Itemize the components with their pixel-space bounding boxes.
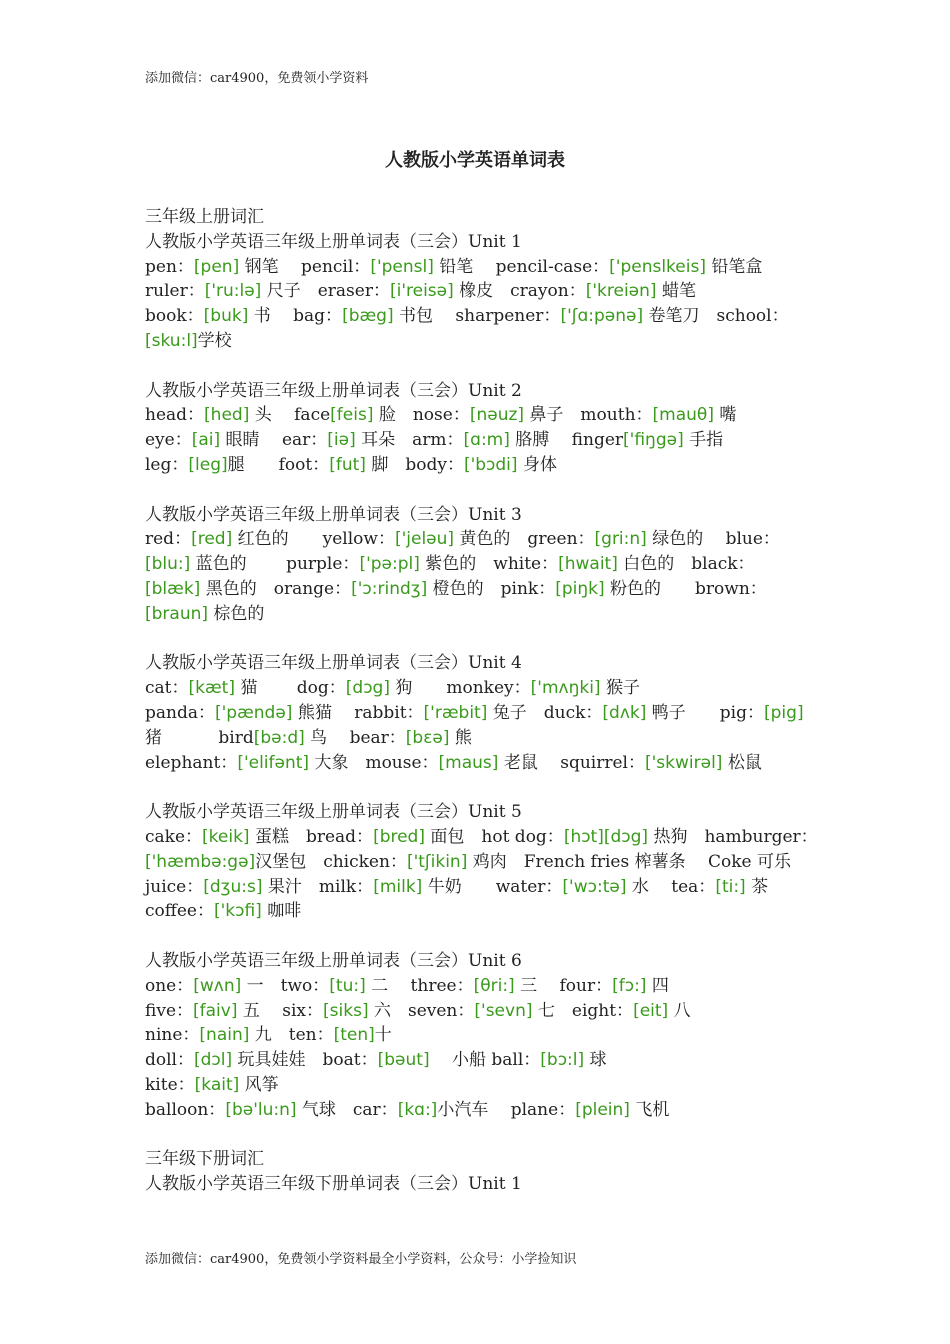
line-text: 橙色的 pink： [427,578,556,599]
line-text: cat： [145,678,189,699]
phonetic-text: [buk] [203,306,249,327]
phonetic-text: [keik] [202,826,250,847]
text-line [145,403,810,428]
line-text: 卷笔刀 school： [643,306,789,327]
text-line [145,577,810,602]
line-text: 橡皮 crayon： [453,281,586,302]
line-text: head： [145,405,205,426]
phonetic-text: [hwait] [558,554,618,575]
line-text: 鸟 bear： [304,727,406,748]
phonetic-text: [mauθ] [652,405,714,426]
line-text: 七 eight： [532,1000,634,1021]
text-line [145,428,810,453]
text-line [145,1023,810,1048]
line-text: 蛋糕 bread： [249,826,374,847]
phonetic-text: [bæg] [342,306,394,327]
line-text: 风筝 [239,1074,279,1095]
phonetic-text: [braun] [145,603,209,624]
phonetic-text: [nəuz] [469,405,525,426]
phonetic-text: ['mʌŋki] [530,678,601,699]
text-line [145,1172,810,1197]
vocabulary-list [145,205,818,1197]
phonetic-text: [fɔ:] [612,975,647,996]
line-text: 三年级下册词汇 [145,1149,264,1170]
line-text: 绿色的 blue： [646,529,780,550]
line-text: 书 bag： [248,306,343,327]
phonetic-text: [dʒu:s] [203,876,263,897]
text-line [145,1073,810,1098]
line-text: panda： [145,702,215,723]
phonetic-text: [hed] [204,405,250,426]
phonetic-text: ['jeləu] [394,529,455,550]
line-text: eye： [145,430,192,451]
line-text: 小汽车 plane： [437,1099,576,1120]
line-text: 紫色的 white： [419,554,559,575]
page-footer: 添加微信：car4900，免费领小学资料最全小学资料，公众号：小学捡知识 [145,1252,577,1267]
phonetic-text: [ten] [333,1025,375,1046]
blank-line [145,627,810,652]
line-text: 人教版小学英语三年级上册单词表（三会）Unit 5 [145,802,522,823]
line-text: 猫 dog： [234,678,346,699]
line-text: 人教版小学英语三年级上册单词表（三会）Unit 4 [145,653,522,674]
phonetic-text: [θri:] [473,975,515,996]
text-line [145,255,810,280]
phonetic-text: ['penslkeis] [609,256,706,277]
text-line [145,1098,810,1123]
line-text: one： [145,975,194,996]
line-text: 头 face [249,405,331,426]
phonetic-text: [eit] [633,1000,669,1021]
line-text: book： [145,306,204,327]
line-text: 身体 [517,454,557,475]
page-title: 人教版小学英语单词表 [385,150,565,171]
line-text: 腿 foot： [227,454,330,475]
text-line [145,1147,810,1172]
phonetic-text: [iə] [327,430,356,451]
text-line [145,899,810,924]
phonetic-text: [maus] [438,752,499,773]
phonetic-text: ['pensl] [370,256,434,277]
phonetic-text: ['ʃɑ:pənə] [560,306,644,327]
line-text: 红色的 yellow： [232,529,395,550]
text-line [145,726,810,751]
phonetic-text: [red] [191,529,233,550]
text-line [145,304,810,329]
phonetic-text: [feis] [330,405,374,426]
phonetic-text: [gri:n] [594,529,647,550]
line-text: 脚 body： [365,454,464,475]
line-text: 手指 [683,430,724,451]
text-line [145,974,810,999]
line-text: 果汁 milk： [262,876,374,897]
phonetic-text: [blu:] [145,554,191,575]
line-text: 玩具娃娃 boat： [232,1050,378,1071]
line-text: 一 two： [241,975,330,996]
line-text: red： [145,529,192,550]
line-text: nine： [145,1025,200,1046]
line-text: 棕色的 [208,603,265,624]
phonetic-text: [fut] [329,454,366,475]
phonetic-text: [piŋk] [555,578,605,599]
line-text: 气球 car： [296,1099,398,1120]
phonetic-text: ['pə:pl] [359,554,420,575]
line-text: 三年级上册词汇 [145,207,264,227]
line-text: 老鼠 squirrel： [498,752,645,773]
text-line [145,825,818,850]
phonetic-text: [kait] [194,1074,240,1095]
line-text: 松鼠 [722,752,762,773]
line-text: 牛奶 water： [422,876,563,897]
line-text: cake： [145,826,203,847]
line-text: 狗 monkey： [389,678,531,699]
text-line [145,329,810,354]
line-text: 球 [584,1050,607,1071]
line-text: doll： [145,1050,194,1071]
line-text: 铅笔 pencil-case： [433,256,610,277]
text-line [145,453,810,478]
phonetic-text: [bɔ:l] [540,1050,585,1071]
text-line [145,875,810,900]
text-line [145,503,810,528]
page-header: 添加微信：car4900，免费领小学资料 [145,71,369,86]
line-text: 五 six： [237,1000,324,1021]
line-text: 六 seven： [368,1000,475,1021]
phonetic-text: ['ru:lə] [204,281,262,302]
line-text: 黄色的 green： [454,529,595,550]
phonetic-text: [bə'lu:n] [225,1099,297,1120]
line-text: 热狗 hamburger： [648,826,818,847]
phonetic-text: [hɔt][dɔg] [563,826,649,847]
text-line [145,527,810,552]
phonetic-text: ['bɔdi] [463,454,518,475]
line-text: 三 four： [514,975,613,996]
line-text: 小船 ball： [429,1050,541,1071]
blank-line [145,924,810,949]
text-line [145,552,810,577]
line-text: leg： [145,454,189,475]
phonetic-text: [milk] [373,876,423,897]
phonetic-text: [bɛə] [405,727,450,748]
line-text: 胳膊 finger [509,430,624,451]
phonetic-text: ['skwirəl] [644,752,723,773]
phonetic-text: [dɔg] [345,678,390,699]
line-text: pen： [145,256,194,277]
line-text: 水 tea： [626,876,716,897]
line-text: 尺子 eraser： [261,281,390,302]
phonetic-text: ['ɔ:rindʒ] [351,578,428,599]
phonetic-text: ['elifənt] [237,752,310,773]
line-text: 茶 [745,876,769,897]
phonetic-text: [kɑ:] [397,1099,438,1120]
phonetic-text: [kæt] [188,678,235,699]
text-line [145,751,810,776]
phonetic-text: ['kreiən] [585,281,657,302]
line-text: 八 [668,1000,691,1021]
line-text: 书包 sharpener： [393,306,561,327]
text-line [145,701,810,726]
line-text: 钢笔 pencil： [239,256,371,277]
text-line [145,800,810,825]
line-text: juice： [145,876,204,897]
line-text: 黑色的 orange： [200,578,352,599]
line-text: 熊 [449,727,472,748]
line-text: 人教版小学英语三年级上册单词表（三会）Unit 2 [145,380,522,401]
text-line [145,1048,810,1073]
line-text: 咖啡 [261,901,302,922]
text-line [145,205,810,230]
line-text: 面包 hot dog： [424,826,564,847]
line-text: ruler： [145,281,205,302]
line-text: 白色的 black： [617,554,755,575]
phonetic-text: [bə:d] [253,727,305,748]
phonetic-text: [ai] [191,430,221,451]
phonetic-text: [i'reisə] [389,281,454,302]
line-text: coffee： [145,901,214,922]
line-text: 九 ten： [249,1025,334,1046]
line-text: kite： [145,1074,195,1095]
line-text: 飞机 [629,1099,670,1120]
line-text: 汉堡包 chicken： [255,851,407,872]
line-text: 熊猫 rabbit： [292,702,424,723]
phonetic-text: [wʌn] [193,975,242,996]
text-line [145,379,810,404]
line-text: 鸡肉 French fries 榨薯条 Coke 可乐 [467,851,792,872]
line-text: 人教版小学英语三年级上册单词表（三会）Unit 3 [145,504,522,525]
line-text: 脸 nose： [373,405,470,426]
phonetic-text: [dɔl] [194,1050,233,1071]
phonetic-text: [nain] [199,1025,250,1046]
phonetic-text: [ti:] [715,876,746,897]
phonetic-text: ['sevn] [474,1000,533,1021]
text-line [145,850,810,875]
line-text: 蜡笔 [656,281,696,302]
text-line [145,676,810,701]
line-text: balloon： [145,1099,226,1120]
phonetic-text: [tu:] [329,975,366,996]
phonetic-text: ['wɔ:tə] [562,876,627,897]
line-text: 兔子 duck： [487,702,603,723]
line-text: five： [145,1000,194,1021]
line-text: 蓝色的 purple： [190,554,360,575]
phonetic-text: ['pændə] [214,702,293,723]
blank-line [145,775,810,800]
line-text: 大象 mouse： [309,752,439,773]
phonetic-text: [faiv] [193,1000,238,1021]
line-text: elephant： [145,752,238,773]
phonetic-text: ['ræbit] [423,702,488,723]
line-text: 耳朵 arm： [355,430,464,451]
phonetic-text: [siks] [323,1000,369,1021]
line-text: 鼻子 mouth： [524,405,653,426]
text-line [145,602,810,627]
phonetic-text: ['kɔfi] [213,901,262,922]
phonetic-text: [pig] [764,702,804,723]
phonetic-text: [bred] [373,826,425,847]
line-text: 人教版小学英语三年级上册单词表（三会）Unit 1 [145,231,522,252]
blank-line [145,478,810,503]
line-text: 粉色的 brown： [604,578,767,599]
text-line [145,949,810,974]
phonetic-text: ['hæmbə:gə] [145,851,256,872]
phonetic-text: [ɑ:m] [463,430,510,451]
phonetic-text: [leg] [188,454,228,475]
line-text: 猴子 [600,678,640,699]
phonetic-text: ['fiŋgə] [623,430,684,451]
text-line [145,999,810,1024]
phonetic-text: [sku:l] [145,330,198,351]
phonetic-text: [dʌk] [602,702,647,723]
line-text: 眼睛 ear： [220,430,328,451]
phonetic-text: [blæk] [145,578,201,599]
line-text: 鸭子 pig： [646,702,764,723]
phonetic-text: [bəut] [377,1050,430,1071]
line-text: 二 three： [365,975,474,996]
text-line [145,651,810,676]
phonetic-text: ['tʃikin] [406,851,468,872]
line-text: 学校 [197,330,232,351]
text-line [145,230,810,255]
line-text: 人教版小学英语三年级上册单词表（三会）Unit 6 [145,950,522,971]
blank-line [145,354,810,379]
line-text: 猪 bird [145,727,254,748]
line-text: 四 [646,975,669,996]
text-line [145,279,810,304]
phonetic-text: [pen] [193,256,240,277]
line-text: 十 [374,1025,392,1046]
phonetic-text: [plein] [575,1099,630,1120]
line-text: 嘴 [713,405,737,426]
line-text: 铅笔盒 [705,256,763,277]
blank-line [145,1122,810,1147]
line-text: 人教版小学英语三年级下册单词表（三会）Unit 1 [145,1174,522,1195]
